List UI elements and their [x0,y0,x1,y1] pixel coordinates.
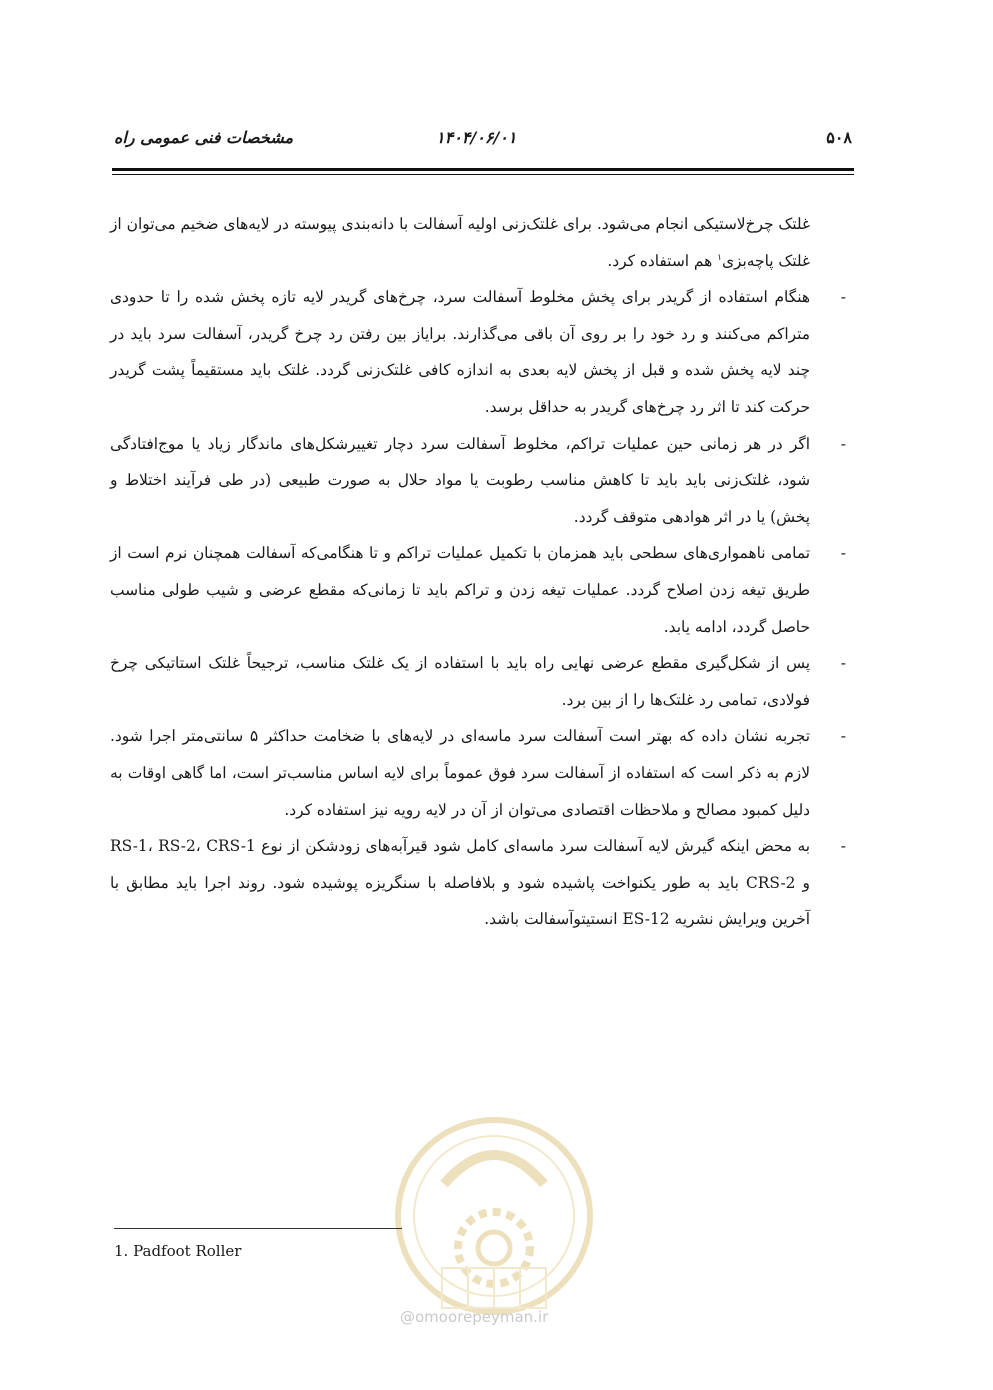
page-header [114,128,852,158]
list-item [110,718,846,828]
list-item-text: به محض اینکه گیرش لایه آسفالت سرد ماسه‌ای کامل شود قیرآبه‌های زودشکن از نوع RS-1، RS-2، CRS-1 و CRS-2 باید به طور یکنواخت پاشیده شود و بلافاصله با سنگریزه پوشیده شود. روند اجرا باید مطابق با آخرین ویرایش نشریه ES-12 انستیتوآسفالت باشد. [110,837,811,929]
header-date: ۱۴۰۴/۰۶/۰۱ [436,128,517,147]
footnote: 1. Padfoot Roller [114,1242,242,1260]
list-item [110,828,846,938]
body-text [110,206,846,938]
header-rule-thick [112,168,854,171]
list-item-text: تجربه نشان داده که بهتر است آسفالت سرد ماسه‌ای در لایه‌های با ضخامت حداکثر ۵ سانتی‌متر اجرا شود. لازم به ذکر است که استفاده از آسفالت سرد فوق عموماً برای لایه اساس مناسب‌تر است، اما گاهی اوقات به دلیل کمبود مصالح و ملاحظات اقتصادی می‌توان از آن در لایه رویه نیز استفاده کرد. [110,727,810,819]
bullet-list [110,279,846,938]
header-title: مشخصات فنی عمومی راه [114,128,294,147]
page-number: ۵۰۸ [826,128,852,147]
list-item-text: تمامی ناهمواری‌های سطحی باید همزمان با تکمیل عملیات تراکم و تا هنگامی‌که آسفالت همچنان نرم است از طریق تیغه زدن اصلاح گردد. عملیات تیغه زدن و تراکم باید تا زمانی‌که مقطع عرضی و شیب طولی مناسب حاصل گردد، ادامه یابد. [110,544,810,636]
list-item-text: هنگام استفاده از گریدر برای پخش مخلوط آسفالت سرد، چرخ‌های گریدر لایه تازه پخش شده را تا حدودی متراکم می‌کنند و رد خود را بر روی آن باقی می‌گذارند. برایاز بین رفتن رد چرخ گریدر، آسفالت سرد باید در چند لایه پخش شده و قبل از پخش لایه بعدی به اندازه کافی غلتک‌زنی گردد. غلتک باید مستقیماً پشت گریدر حرکت کند تا اثر رد چرخ‌های گریدر به حداقل برسد. [110,288,810,416]
intro-text: غلتک چرخ‌لاستیکی انجام می‌شود. برای غلتک‌زنی اولیه آسفالت با دانه‌بندی پیوسته در لایه‌های ضخیم می‌توان از غلتک پاچه‌بزی [110,215,810,270]
bullet-dash: - [840,837,846,856]
footnote-marker[interactable]: ۱ [717,252,722,263]
footnote-rule [114,1228,402,1229]
intro-text-end: هم استفاده کرد. [607,251,718,270]
watermark-site: @omoorepeyman.ir [400,1308,549,1326]
list-item [110,535,846,645]
list-item [110,279,846,425]
intro-paragraph [110,206,810,279]
header-rule-thin [112,174,854,175]
list-item [110,645,846,718]
bullet-dash: - [840,544,846,563]
bullet-dash: - [840,434,846,453]
list-item-text: اگر در هر زمانی حین عملیات تراکم، مخلوط آسفالت سرد دچار تغییرشکل‌های ماندگار زیاد یا موج‌افتادگی شود، غلتک‌زنی باید باید تا کاهش مناسب رطوبت یا مواد حلال به صورت طبیعی (در طی فرآیند اختلاط و پخش) یا در اثر هوادهی متوقف گردد. [110,434,810,526]
bullet-dash: - [840,654,846,673]
list-item-text: پس از شکل‌گیری مقطع عرضی نهایی راه باید با استفاده از یک غلتک مناسب، ترجیحاً غلتک استاتیکی چرخ فولادی، تمامی رد غلتک‌ها را از بین برد. [110,654,810,709]
bullet-dash: - [840,727,846,746]
bullet-dash: - [840,288,846,307]
list-item [110,426,846,536]
